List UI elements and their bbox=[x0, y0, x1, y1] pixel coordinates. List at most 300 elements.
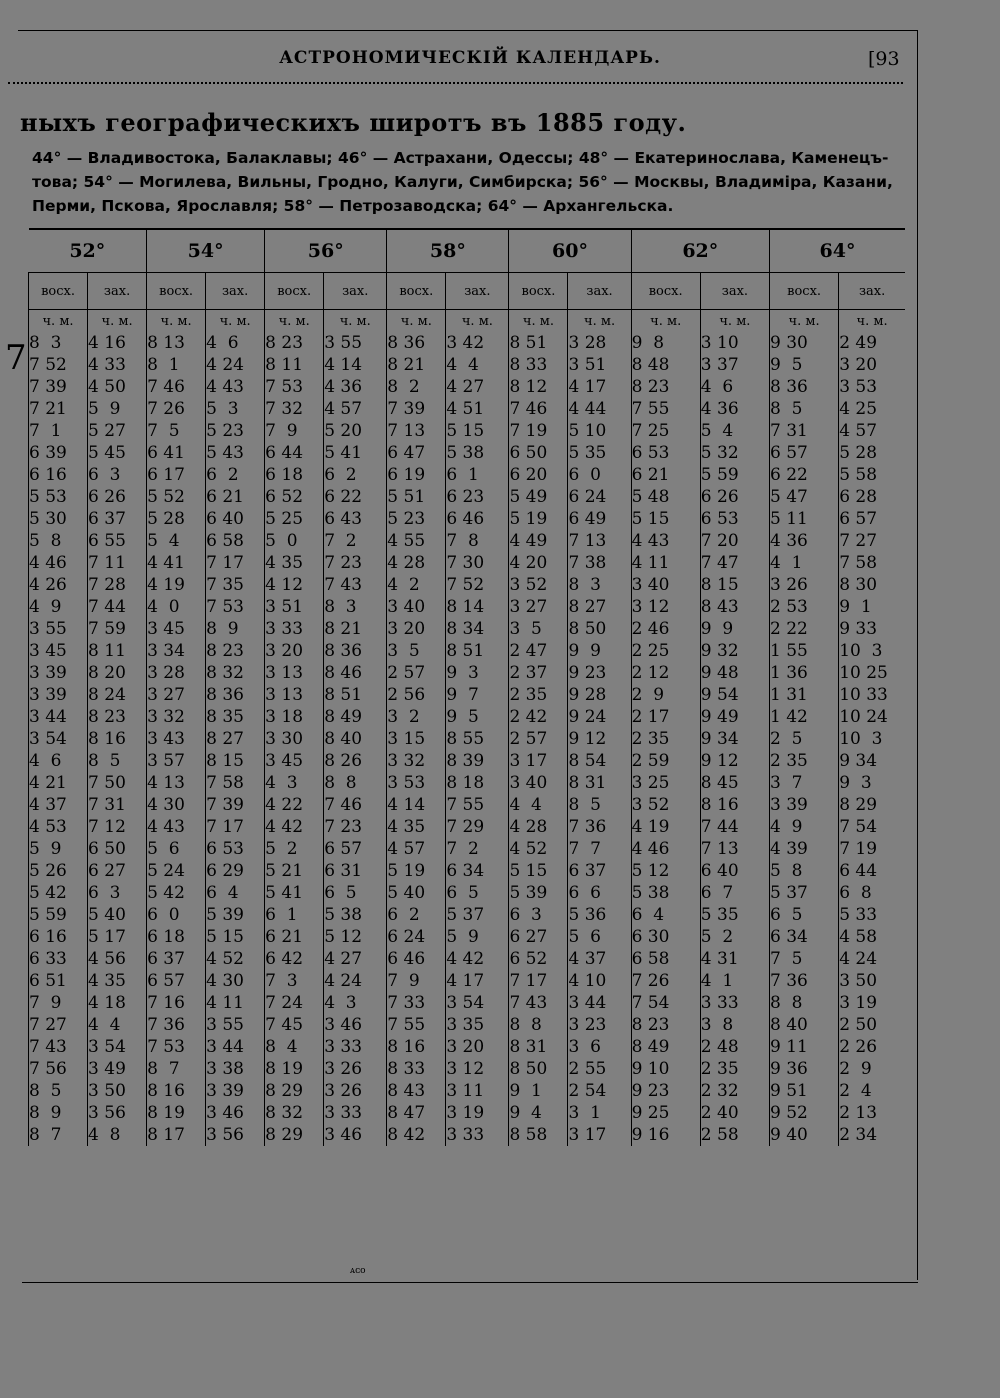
footnote-mark: ᴀᴄᴏ bbox=[350, 1266, 366, 1276]
sunset-time: 5 37 bbox=[446, 904, 509, 926]
table-row bbox=[29, 486, 906, 508]
sunset-time: 3 53 bbox=[839, 376, 905, 398]
sunrise-time: 6 18 bbox=[147, 926, 206, 948]
sunset-time: 6 26 bbox=[700, 486, 769, 508]
sunrise-time: 3 45 bbox=[29, 640, 88, 662]
table-row bbox=[29, 596, 906, 618]
sunrise-time: 5 9 bbox=[29, 838, 88, 860]
sunset-time: 4 27 bbox=[446, 376, 509, 398]
sunrise-time: 2 12 bbox=[631, 662, 700, 684]
sunset-time: 3 19 bbox=[446, 1102, 509, 1124]
sunset-time: 10 24 bbox=[839, 706, 905, 728]
sunset-time: 7 17 bbox=[206, 552, 265, 574]
sunset-time: 8 5 bbox=[88, 750, 147, 772]
sunset-time: 7 28 bbox=[88, 574, 147, 596]
sunrise-time: 7 36 bbox=[147, 1014, 206, 1036]
sunrise-time: 8 16 bbox=[387, 1036, 446, 1058]
table-row bbox=[29, 1124, 906, 1146]
margin-mark: 7 bbox=[5, 338, 27, 378]
sunrise-time: 7 54 bbox=[631, 992, 700, 1014]
sunset-time: 9 23 bbox=[568, 662, 631, 684]
table-row bbox=[29, 926, 906, 948]
sunrise-time: 5 0 bbox=[265, 530, 324, 552]
sunrise-time: 1 42 bbox=[770, 706, 839, 728]
sunset-time: 6 23 bbox=[446, 486, 509, 508]
sunset-time: 7 23 bbox=[324, 552, 387, 574]
sunset-time: 9 28 bbox=[568, 684, 631, 706]
sunrise-time: 5 12 bbox=[631, 860, 700, 882]
sunrise-time: 4 19 bbox=[631, 816, 700, 838]
sunrise-time: 4 22 bbox=[265, 794, 324, 816]
sunset-time: 4 51 bbox=[446, 398, 509, 420]
sunset-time: 8 55 bbox=[446, 728, 509, 750]
sunrise-time: 5 23 bbox=[387, 508, 446, 530]
sunset-time: 9 49 bbox=[700, 706, 769, 728]
sunset-time: 2 32 bbox=[700, 1080, 769, 1102]
sunset-time: 3 6 bbox=[568, 1036, 631, 1058]
sunrise-time: 8 8 bbox=[770, 992, 839, 1014]
sunrise-time: 2 17 bbox=[631, 706, 700, 728]
sunrise-time: 8 51 bbox=[509, 332, 568, 354]
latitude-header: 64° bbox=[770, 229, 906, 273]
sunrise-time: 5 15 bbox=[509, 860, 568, 882]
sunrise-time: 8 32 bbox=[265, 1102, 324, 1124]
table-row bbox=[29, 882, 906, 904]
sunrise-time: 5 40 bbox=[387, 882, 446, 904]
unit-label: ч. м. bbox=[324, 310, 387, 333]
sunrise-time: 3 32 bbox=[387, 750, 446, 772]
sunrise-time: 8 42 bbox=[387, 1124, 446, 1146]
sunset-time: 6 57 bbox=[324, 838, 387, 860]
sunset-time: 7 7 bbox=[568, 838, 631, 860]
sunrise-time: 8 36 bbox=[770, 376, 839, 398]
table-row bbox=[29, 1102, 906, 1124]
sunset-time: 3 33 bbox=[446, 1124, 509, 1146]
sunset-time: 7 38 bbox=[568, 552, 631, 574]
sunrise-time: 6 22 bbox=[770, 464, 839, 486]
sunset-time: 6 57 bbox=[839, 508, 905, 530]
sunset-time: 8 30 bbox=[839, 574, 905, 596]
sunset-time: 6 4 bbox=[206, 882, 265, 904]
sunset-time: 9 12 bbox=[700, 750, 769, 772]
sunrise-time: 3 13 bbox=[265, 662, 324, 684]
table-row bbox=[29, 1014, 906, 1036]
sunrise-time: 5 19 bbox=[509, 508, 568, 530]
sunset-time: 5 58 bbox=[839, 464, 905, 486]
sunset-time: 5 15 bbox=[206, 926, 265, 948]
unit-label: ч. м. bbox=[446, 310, 509, 333]
sunset-time: 8 32 bbox=[206, 662, 265, 684]
sunrise-time: 8 43 bbox=[387, 1080, 446, 1102]
sunset-time: 6 26 bbox=[88, 486, 147, 508]
sunset-header: зах. bbox=[324, 273, 387, 310]
sunrise-time: 3 40 bbox=[631, 574, 700, 596]
sunset-time: 6 3 bbox=[88, 882, 147, 904]
sunset-time: 4 17 bbox=[446, 970, 509, 992]
sunset-time: 4 24 bbox=[839, 948, 905, 970]
sunrise-time: 8 5 bbox=[770, 398, 839, 420]
sunset-time: 5 2 bbox=[700, 926, 769, 948]
sunrise-time: 4 11 bbox=[631, 552, 700, 574]
sunset-time: 2 54 bbox=[568, 1080, 631, 1102]
sunrise-time: 8 12 bbox=[509, 376, 568, 398]
sunset-time: 8 36 bbox=[206, 684, 265, 706]
sunset-time: 5 38 bbox=[446, 442, 509, 464]
latitude-header: 62° bbox=[631, 229, 769, 273]
sunset-time: 3 55 bbox=[206, 1014, 265, 1036]
sunset-time: 3 56 bbox=[88, 1102, 147, 1124]
sunrise-time: 5 37 bbox=[770, 882, 839, 904]
sunrise-time: 3 30 bbox=[265, 728, 324, 750]
sunset-time: 3 10 bbox=[700, 332, 769, 354]
latitude-header: 56° bbox=[265, 229, 387, 273]
sunrise-time: 3 55 bbox=[29, 618, 88, 640]
sunrise-time: 5 4 bbox=[147, 530, 206, 552]
sunset-time: 9 1 bbox=[839, 596, 905, 618]
sunrise-time: 1 31 bbox=[770, 684, 839, 706]
sunset-time: 6 31 bbox=[324, 860, 387, 882]
sunset-time: 8 24 bbox=[88, 684, 147, 706]
sunset-time: 7 35 bbox=[206, 574, 265, 596]
sunset-time: 4 6 bbox=[700, 376, 769, 398]
sunrise-header: восх. bbox=[509, 273, 568, 310]
sunrise-time: 4 43 bbox=[147, 816, 206, 838]
sunset-time: 6 29 bbox=[206, 860, 265, 882]
sunset-time: 7 52 bbox=[446, 574, 509, 596]
sunset-time: 3 55 bbox=[324, 332, 387, 354]
table-row bbox=[29, 640, 906, 662]
table-row bbox=[29, 618, 906, 640]
sunset-time: 8 16 bbox=[700, 794, 769, 816]
table-row bbox=[29, 1080, 906, 1102]
sunset-time: 9 3 bbox=[446, 662, 509, 684]
sunset-time: 5 15 bbox=[446, 420, 509, 442]
sunrise-time: 1 55 bbox=[770, 640, 839, 662]
sunrise-time: 4 57 bbox=[387, 838, 446, 860]
sunset-time: 6 2 bbox=[324, 464, 387, 486]
sunrise-time: 6 5 bbox=[770, 904, 839, 926]
sunrise-time: 4 9 bbox=[29, 596, 88, 618]
sunrise-time: 3 39 bbox=[29, 662, 88, 684]
table-row bbox=[29, 398, 906, 420]
sunset-time: 2 40 bbox=[700, 1102, 769, 1124]
sunset-time: 8 39 bbox=[446, 750, 509, 772]
sunrise-sunset-table bbox=[28, 228, 905, 1146]
sunrise-time: 6 16 bbox=[29, 464, 88, 486]
description-line: 44° — Владивостока, Балаклавы; 46° — Астрахани, Одессы; 48° — Екатеринослава, Каменецъ- bbox=[32, 149, 889, 167]
sunrise-time: 9 10 bbox=[631, 1058, 700, 1080]
sunset-time: 4 33 bbox=[88, 354, 147, 376]
rise-set-header-row bbox=[29, 273, 906, 310]
sunset-time: 2 48 bbox=[700, 1036, 769, 1058]
sunset-time: 5 3 bbox=[206, 398, 265, 420]
sunrise-time: 5 59 bbox=[29, 904, 88, 926]
sunset-time: 4 35 bbox=[88, 970, 147, 992]
sunset-time: 3 17 bbox=[568, 1124, 631, 1146]
sunrise-time: 4 1 bbox=[770, 552, 839, 574]
sunrise-time: 2 9 bbox=[631, 684, 700, 706]
sunset-time: 6 37 bbox=[88, 508, 147, 530]
sunrise-time: 9 30 bbox=[770, 332, 839, 354]
sunrise-time: 5 49 bbox=[509, 486, 568, 508]
sunrise-time: 9 11 bbox=[770, 1036, 839, 1058]
sunrise-time: 8 58 bbox=[509, 1124, 568, 1146]
sunset-time: 3 46 bbox=[206, 1102, 265, 1124]
sunrise-time: 4 43 bbox=[631, 530, 700, 552]
sunset-time: 5 27 bbox=[88, 420, 147, 442]
sunset-time: 6 34 bbox=[446, 860, 509, 882]
sunrise-time: 2 35 bbox=[631, 728, 700, 750]
sunrise-header: восх. bbox=[770, 273, 839, 310]
sunset-time: 6 0 bbox=[568, 464, 631, 486]
sunrise-time: 5 11 bbox=[770, 508, 839, 530]
sunrise-time: 3 27 bbox=[147, 684, 206, 706]
sunset-time: 10 3 bbox=[839, 640, 905, 662]
sunset-time: 9 7 bbox=[446, 684, 509, 706]
sunrise-time: 6 47 bbox=[387, 442, 446, 464]
sunset-time: 9 5 bbox=[446, 706, 509, 728]
sunrise-time: 5 41 bbox=[265, 882, 324, 904]
sunset-time: 4 24 bbox=[324, 970, 387, 992]
sunset-time: 3 20 bbox=[446, 1036, 509, 1058]
sunset-time: 8 36 bbox=[324, 640, 387, 662]
sunset-time: 7 30 bbox=[446, 552, 509, 574]
unit-label: ч. м. bbox=[568, 310, 631, 333]
table-row bbox=[29, 442, 906, 464]
sunset-time: 5 9 bbox=[88, 398, 147, 420]
sunset-time: 8 51 bbox=[324, 684, 387, 706]
sunrise-time: 3 27 bbox=[509, 596, 568, 618]
sunrise-time: 4 12 bbox=[265, 574, 324, 596]
sunset-time: 7 43 bbox=[324, 574, 387, 596]
sunrise-time: 6 4 bbox=[631, 904, 700, 926]
sunrise-time: 7 17 bbox=[509, 970, 568, 992]
table-row bbox=[29, 574, 906, 596]
sunset-time: 5 35 bbox=[700, 904, 769, 926]
sunrise-time: 5 24 bbox=[147, 860, 206, 882]
sunset-time: 3 19 bbox=[839, 992, 905, 1014]
sunrise-time: 5 28 bbox=[147, 508, 206, 530]
sunset-time: 10 3 bbox=[839, 728, 905, 750]
sunset-time: 5 32 bbox=[700, 442, 769, 464]
sunrise-time: 4 20 bbox=[509, 552, 568, 574]
sunrise-time: 7 32 bbox=[265, 398, 324, 420]
table-row bbox=[29, 992, 906, 1014]
sunrise-time: 6 21 bbox=[631, 464, 700, 486]
sunrise-time: 2 25 bbox=[631, 640, 700, 662]
sunrise-time: 3 44 bbox=[29, 706, 88, 728]
sunrise-time: 3 5 bbox=[387, 640, 446, 662]
sunrise-time: 6 16 bbox=[29, 926, 88, 948]
table-row bbox=[29, 750, 906, 772]
sunset-time: 4 18 bbox=[88, 992, 147, 1014]
latitude-header: 60° bbox=[509, 229, 631, 273]
sunrise-time: 7 52 bbox=[29, 354, 88, 376]
sunset-time: 7 13 bbox=[700, 838, 769, 860]
running-title: АСТРОНОМИЧЕСКІЙ КАЛЕНДАРЬ. bbox=[279, 48, 661, 68]
latitude-header-row bbox=[29, 229, 906, 273]
bottom-rule bbox=[22, 1282, 918, 1283]
table-row bbox=[29, 904, 906, 926]
sunset-time: 6 40 bbox=[206, 508, 265, 530]
sunset-time: 8 43 bbox=[700, 596, 769, 618]
sunrise-time: 6 0 bbox=[147, 904, 206, 926]
sunrise-time: 6 30 bbox=[631, 926, 700, 948]
sunset-time: 6 37 bbox=[568, 860, 631, 882]
sunrise-time: 8 48 bbox=[631, 354, 700, 376]
sunrise-time: 6 44 bbox=[265, 442, 324, 464]
sunset-time: 8 34 bbox=[446, 618, 509, 640]
sunset-time: 6 27 bbox=[88, 860, 147, 882]
sunrise-time: 6 53 bbox=[631, 442, 700, 464]
sunrise-time: 4 4 bbox=[509, 794, 568, 816]
sunrise-time: 4 49 bbox=[509, 530, 568, 552]
sunset-time: 5 10 bbox=[568, 420, 631, 442]
sunset-time: 3 8 bbox=[700, 1014, 769, 1036]
sunrise-time: 8 8 bbox=[509, 1014, 568, 1036]
sunrise-time: 2 22 bbox=[770, 618, 839, 640]
sunrise-time: 4 2 bbox=[387, 574, 446, 596]
sunset-time: 3 12 bbox=[446, 1058, 509, 1080]
sunrise-time: 9 23 bbox=[631, 1080, 700, 1102]
sunset-time: 7 29 bbox=[446, 816, 509, 838]
sunrise-time: 8 1 bbox=[147, 354, 206, 376]
table-row bbox=[29, 728, 906, 750]
sunrise-time: 8 47 bbox=[387, 1102, 446, 1124]
sunrise-time: 7 5 bbox=[147, 420, 206, 442]
sunset-time: 6 5 bbox=[324, 882, 387, 904]
sunrise-time: 8 17 bbox=[147, 1124, 206, 1146]
sunrise-time: 8 7 bbox=[147, 1058, 206, 1080]
sunset-time: 6 5 bbox=[446, 882, 509, 904]
sunrise-time: 5 21 bbox=[265, 860, 324, 882]
sunrise-time: 9 5 bbox=[770, 354, 839, 376]
sunset-time: 7 31 bbox=[88, 794, 147, 816]
sunset-time: 6 49 bbox=[568, 508, 631, 530]
sunrise-time: 8 4 bbox=[265, 1036, 324, 1058]
sunrise-time: 7 53 bbox=[265, 376, 324, 398]
sunrise-time: 4 39 bbox=[770, 838, 839, 860]
section-heading: ныхъ географическихъ широтъ въ 1885 году. bbox=[20, 108, 687, 137]
sunrise-time: 8 36 bbox=[387, 332, 446, 354]
sunrise-time: 8 23 bbox=[631, 376, 700, 398]
sunset-time: 3 42 bbox=[446, 332, 509, 354]
description-line: Перми, Пскова, Ярославля; 58° — Петрозаводска; 64° — Архангельска. bbox=[32, 197, 674, 215]
sunrise-time: 3 45 bbox=[265, 750, 324, 772]
sunset-time: 7 47 bbox=[700, 552, 769, 574]
sunrise-time: 3 25 bbox=[631, 772, 700, 794]
sunrise-time: 3 40 bbox=[509, 772, 568, 794]
sunset-time: 2 50 bbox=[839, 1014, 905, 1036]
sunset-time: 8 23 bbox=[88, 706, 147, 728]
sunrise-time: 7 9 bbox=[387, 970, 446, 992]
sunset-time: 3 51 bbox=[568, 354, 631, 376]
unit-label: ч. м. bbox=[147, 310, 206, 333]
sunset-time: 7 19 bbox=[839, 838, 905, 860]
sunset-time: 2 34 bbox=[839, 1124, 905, 1146]
sunrise-time: 8 2 bbox=[387, 376, 446, 398]
sunrise-time: 8 29 bbox=[265, 1124, 324, 1146]
sunset-time: 4 57 bbox=[324, 398, 387, 420]
sunrise-time: 5 52 bbox=[147, 486, 206, 508]
sunset-time: 6 2 bbox=[206, 464, 265, 486]
sunrise-time: 7 1 bbox=[29, 420, 88, 442]
sunset-time: 4 44 bbox=[568, 398, 631, 420]
sunrise-time: 8 19 bbox=[265, 1058, 324, 1080]
latitude-description bbox=[32, 146, 907, 218]
sunrise-time: 3 40 bbox=[387, 596, 446, 618]
sunset-time: 7 39 bbox=[206, 794, 265, 816]
sunset-time: 4 56 bbox=[88, 948, 147, 970]
sunset-time: 5 6 bbox=[568, 926, 631, 948]
sunset-time: 4 24 bbox=[206, 354, 265, 376]
sunrise-time: 9 52 bbox=[770, 1102, 839, 1124]
unit-label: ч. м. bbox=[839, 310, 905, 333]
unit-label: ч. м. bbox=[770, 310, 839, 333]
sunrise-header: восх. bbox=[265, 273, 324, 310]
sunset-time: 3 50 bbox=[839, 970, 905, 992]
sunrise-time: 4 36 bbox=[770, 530, 839, 552]
sunrise-time: 8 21 bbox=[387, 354, 446, 376]
sunset-time: 4 37 bbox=[568, 948, 631, 970]
sunset-time: 5 23 bbox=[206, 420, 265, 442]
sunset-time: 7 46 bbox=[324, 794, 387, 816]
sunset-header: зах. bbox=[568, 273, 631, 310]
sunset-time: 6 53 bbox=[206, 838, 265, 860]
right-rule bbox=[917, 30, 918, 1280]
sunrise-time: 3 15 bbox=[387, 728, 446, 750]
sunrise-time: 6 52 bbox=[265, 486, 324, 508]
sunrise-time: 6 33 bbox=[29, 948, 88, 970]
sunrise-time: 4 53 bbox=[29, 816, 88, 838]
sunset-time: 3 23 bbox=[568, 1014, 631, 1036]
sunset-time: 6 8 bbox=[839, 882, 905, 904]
sunrise-time: 4 30 bbox=[147, 794, 206, 816]
sunset-time: 10 25 bbox=[839, 662, 905, 684]
unit-label: ч. м. bbox=[88, 310, 147, 333]
sunset-time: 4 52 bbox=[206, 948, 265, 970]
table-row bbox=[29, 332, 906, 354]
sunrise-time: 8 19 bbox=[147, 1102, 206, 1124]
sunset-time: 3 28 bbox=[568, 332, 631, 354]
sunrise-time: 7 3 bbox=[265, 970, 324, 992]
sunrise-time: 8 3 bbox=[29, 332, 88, 354]
table-row bbox=[29, 860, 906, 882]
sunrise-time: 7 16 bbox=[147, 992, 206, 1014]
sunrise-time: 4 37 bbox=[29, 794, 88, 816]
sunrise-time: 4 13 bbox=[147, 772, 206, 794]
sunrise-time: 7 46 bbox=[147, 376, 206, 398]
sunrise-time: 4 9 bbox=[770, 816, 839, 838]
sunrise-time: 5 8 bbox=[29, 530, 88, 552]
sunrise-time: 4 26 bbox=[29, 574, 88, 596]
sunrise-time: 9 40 bbox=[770, 1124, 839, 1146]
sunrise-time: 8 11 bbox=[265, 354, 324, 376]
sunset-time: 8 26 bbox=[324, 750, 387, 772]
sunrise-time: 2 56 bbox=[387, 684, 446, 706]
sunset-time: 8 3 bbox=[324, 596, 387, 618]
sunrise-time: 3 57 bbox=[147, 750, 206, 772]
sunset-time: 8 31 bbox=[568, 772, 631, 794]
sunset-time: 6 55 bbox=[88, 530, 147, 552]
sunrise-time: 5 48 bbox=[631, 486, 700, 508]
sunrise-time: 5 53 bbox=[29, 486, 88, 508]
sunset-time: 7 12 bbox=[88, 816, 147, 838]
sunrise-time: 6 27 bbox=[509, 926, 568, 948]
table-row bbox=[29, 838, 906, 860]
sunrise-time: 7 26 bbox=[631, 970, 700, 992]
sunrise-time: 8 5 bbox=[29, 1080, 88, 1102]
